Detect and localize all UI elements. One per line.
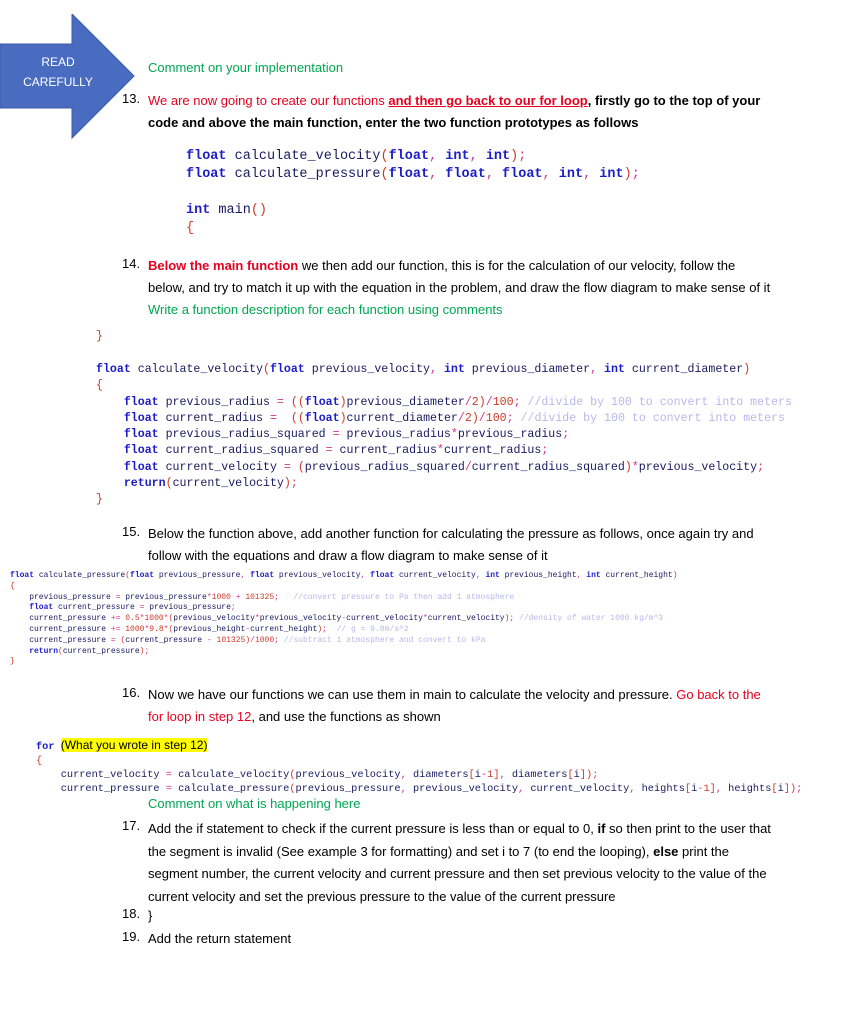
code-prototypes [186,148,640,238]
step14-green: Write a function description for each function using comments [148,302,503,317]
main-open-brace: { [186,221,195,236]
step17-text: Add the if statement to check if the current pressure is less than or equal to 0, if so then print to the user that the segment is invalid (See example 3 for formatting) and set i to 7 (to end the looping), else print the segment number, the current velocity and current pressure and then set previous velocity to the value of the current velocity and set the previous pressure to the value of the current pressure [148,821,771,905]
step16-black2: , and use the functions as shown [251,709,441,724]
step16-line1 [148,685,761,705]
proto-pressure: float calculate_pressure(float, float, float, int, int); [186,167,640,182]
read-carefully-label [0,52,116,92]
step14-line1 [148,256,735,276]
step19-number: 19. [122,929,141,944]
step19-text: Add the return statement [148,931,292,946]
step14-rest: we then add our function, this is for the calculation of our velocity, follow the [298,258,736,273]
step18-text: } [148,908,153,923]
step16-red2: for loop in step 12 [148,709,252,724]
for-line: for (What you wrote in step 12) [36,738,208,753]
step14-line2: below, and try to match it up with the equation in the problem, and draw the flow diagram to make sense of it [148,280,771,295]
step15-line2: follow with the equations and draw a flow diagram to make sense of it [148,548,548,563]
step16-number: 16. [122,685,141,700]
banner-line2: CAREFULLY [23,75,93,89]
step13-line1 [148,91,760,111]
step17-number: 17. [122,818,141,833]
code-for-loop: for (What you wrote in step 12) { current_velocity = calculate_velocity(previous_velocity, diameters[i-1], diameters[i]); current_pressure = calculate_pressure(previous_pressure, previous_velocity, current_velocity, heights[i-1], heights[i]); [36,738,803,795]
main-name: main [218,203,251,218]
proto-velocity: float calculate_velocity(float, int, int); [186,149,527,164]
proto-velocity-name: calculate_velocity [234,149,381,164]
pressure-signature: float calculate_pressure(float previous_pressure, float previous_velocity, float current_velocity, int previous_height, int current_height) [10,571,678,580]
velocity-signature: float calculate_velocity(float previous_velocity, int previous_diameter, int current_diameter) [96,363,751,376]
banner-line1: READ [41,55,75,69]
step13-bold-rest: , firstly go to the top of your [587,93,761,108]
step18-number: 18. [122,906,141,921]
comment-implementation: Comment on your implementation [148,60,344,75]
step14-red: Below the main function [148,258,299,273]
step12-highlight: (What you wrote in step 12) [60,738,208,752]
step16-black: Now we have our functions we can use them in main to calculate the velocity and pressure. [148,687,677,702]
step15-number: 15. [122,524,141,539]
code14-close-brace: } [96,330,103,343]
step15-line1: Below the function above, add another function for calculating the pressure as follows, once again try and [148,526,754,541]
step13-red-underlined: and then go back to our for loop [388,93,588,108]
proto-pressure-name: calculate_pressure [234,167,381,182]
code-calculate-pressure: float calculate_pressure(float previous_pressure, float previous_velocity, float current_velocity, int previous_height, int current_height) { previous_pressure = previous_pressure*1000 + 101325; //convert pressure to Pa then add 1 atmosphere float current_pressure = previous_pressure; current_pressure += 0.5*1000*(previous_velocity*previous_velocity-current_velocity*current_velocity); //density of water 1000 kg/m^3 current_pressure += 1000*9.8*(previous_height-current_height); // g = 9.8m/s^2 current_pressure = (current_pressure - 101325)/1000; //subtract 1 atmosphere and convert to kPa return(current_pressure); } [10,571,678,667]
step13-number: 13. [122,91,141,106]
step16-line2 [148,707,441,727]
step13-line2: code and above the main function, enter the two function prototypes as follows [148,115,639,130]
step13-red: We are now going to create our functions [148,93,389,108]
comment-happening-here: Comment on what is happening here [148,796,361,811]
code-calculate-velocity: float calculate_velocity(float previous_velocity, int previous_diameter, int current_diameter) { float previous_radius = ((float)previous_diameter/2)/100; //divide by 100 to convert into meters float current_radius = ((float)current_diameter/2)/100; //divide by 100 to convert into meters float previous_radius_squared = previous_radius*previous_radius; float current_radius_squared = current_radius*current_radius; float current_velocity = (previous_radius_squared/current_radius_squared)*previous_velocity; return(current_velocity); } [96,363,792,507]
step16-red: Go back to the [676,687,761,702]
main-signature: int main() [186,203,268,218]
step14-number: 14. [122,256,141,271]
